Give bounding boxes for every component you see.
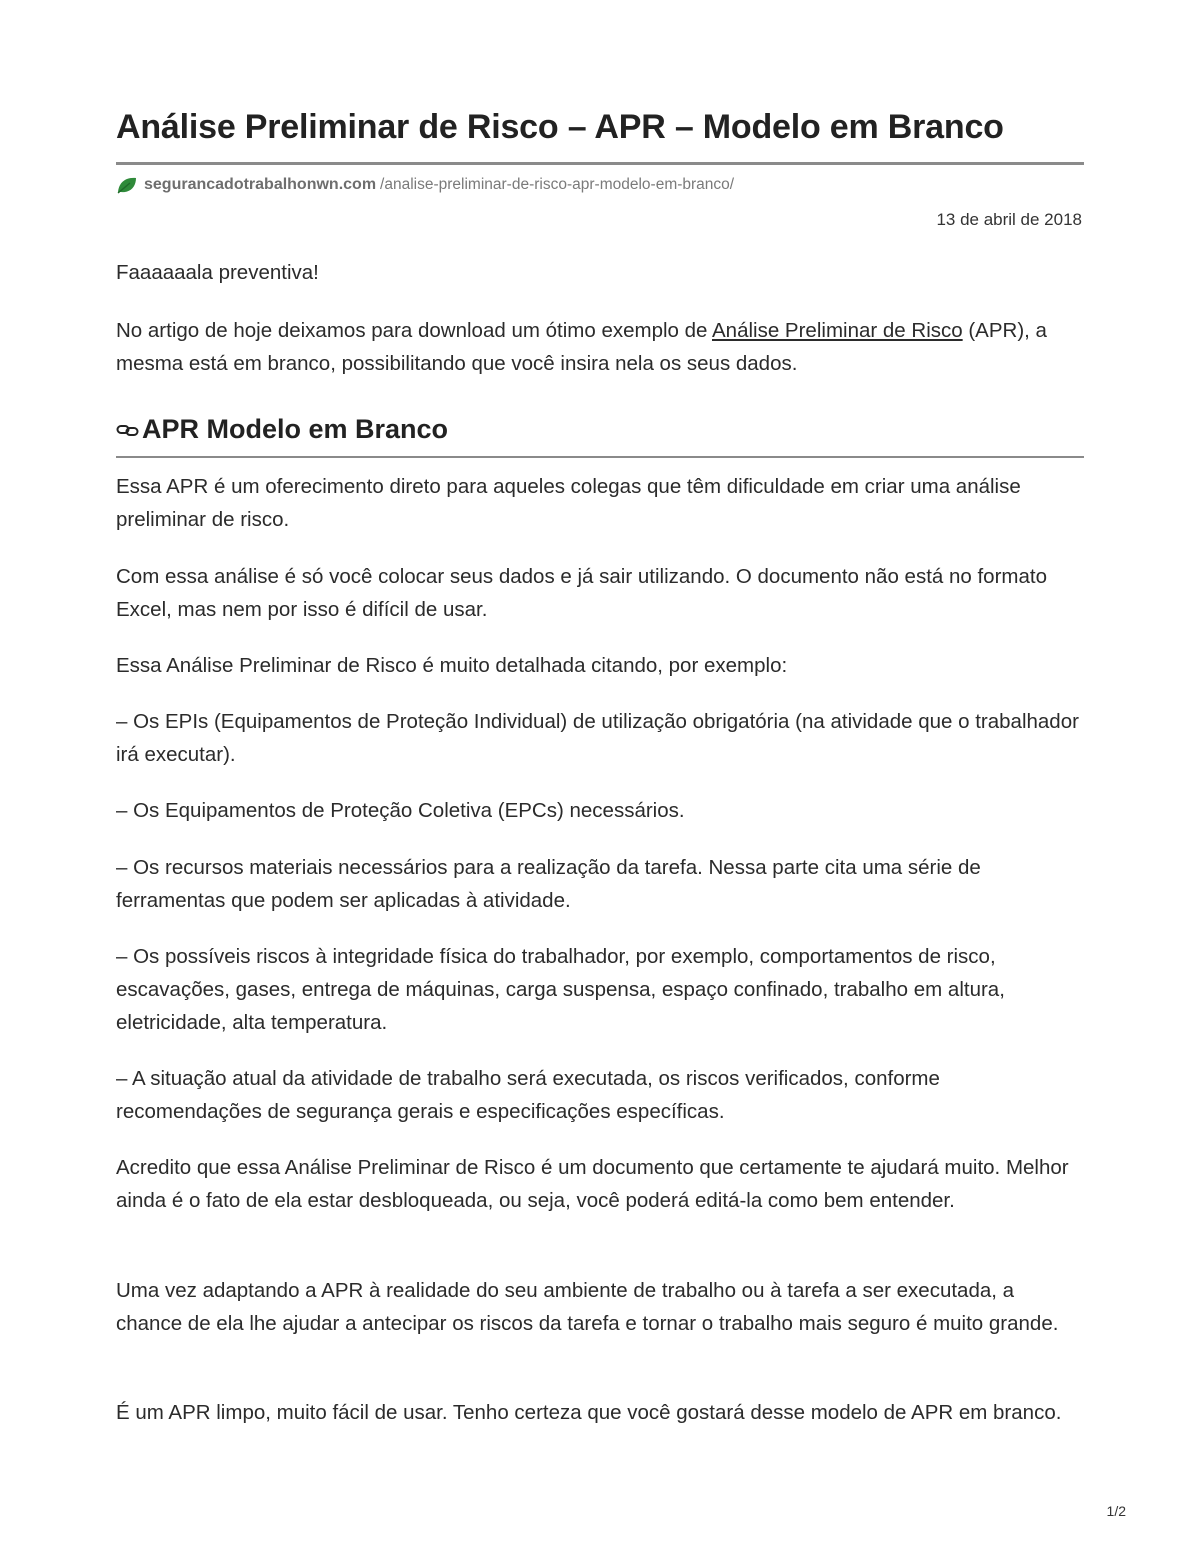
apr-link[interactable]: Análise Preliminar de Risco	[712, 319, 963, 342]
list-item: – Os possíveis riscos à integridade física do trabalhador, por exemplo, comportamentos de risco, escavações, gases, entrega de máquinas, carga suspensa, espaço confinado, trabalho em altura, eletricidade, alta temperatura.	[116, 945, 1005, 1034]
list-item: – Os Equipamentos de Proteção Coletiva (EPCs) necessários.	[116, 799, 685, 822]
page-title: Análise Preliminar de Risco – APR – Modelo em Branco	[116, 108, 1004, 146]
section-divider	[116, 456, 1084, 458]
title-divider	[116, 162, 1084, 165]
leaf-icon	[116, 174, 138, 196]
body-paragraph: Uma vez adaptando a APR à realidade do seu ambiente de trabalho ou à tarefa a ser executada, a chance de ela lhe ajudar a antecipar os riscos da tarefa e tornar o trabalho mais seguro é muito grande.	[116, 1279, 1059, 1335]
body-paragraph: Essa Análise Preliminar de Risco é muito detalhada citando, por exemplo:	[116, 654, 788, 677]
page-number: 1/2	[1106, 1503, 1126, 1519]
intro-text-before: No artigo de hoje deixamos para download um ótimo exemplo de	[116, 319, 712, 342]
section-heading	[116, 414, 448, 445]
link-icon	[116, 422, 140, 438]
section-heading-text: APR Modelo em Branco	[142, 414, 449, 444]
publish-date: 13 de abril de 2018	[936, 210, 1082, 229]
list-item: – Os EPIs (Equipamentos de Proteção Individual) de utilização obrigatória (na atividade que o trabalhador irá executar).	[116, 710, 1079, 766]
intro-paragraph	[116, 314, 1084, 380]
body-paragraph: Essa APR é um oferecimento direto para aqueles colegas que têm dificuldade em criar uma análise preliminar de risco.	[116, 475, 1021, 531]
intro-text-after: (APR), a mesma está em branco, possibilitando que você insira nela os seus dados.	[116, 319, 1047, 375]
source-domain[interactable]: segurancadotrabalhonwn.com	[144, 176, 377, 193]
list-item: – A situação atual da atividade de trabalho será executada, os riscos verificados, conforme recomendações de segurança gerais e especificações específicas.	[116, 1067, 940, 1123]
body-paragraph: Acredito que essa Análise Preliminar de Risco é um documento que certamente te ajudará muito. Melhor ainda é o fato de ela estar desbloqueada, ou seja, você poderá editá-la como bem entender.	[116, 1156, 1069, 1212]
body-paragraph: É um APR limpo, muito fácil de usar. Tenho certeza que você gostará desse modelo de APR em branco.	[116, 1401, 1062, 1424]
list-item: – Os recursos materiais necessários para a realização da tarefa. Nessa parte cita uma série de ferramentas que podem ser aplicadas à atividade.	[116, 856, 981, 912]
source-path[interactable]: /analise-preliminar-de-risco-apr-modelo-em-branco/	[380, 176, 735, 193]
body-paragraph: Com essa análise é só você colocar seus dados e já sair utilizando. O documento não está no formato Excel, mas nem por isso é difícil de usar.	[116, 565, 1047, 621]
greeting-paragraph: Faaaaaala preventiva!	[116, 261, 319, 284]
source-line[interactable]	[116, 174, 734, 196]
